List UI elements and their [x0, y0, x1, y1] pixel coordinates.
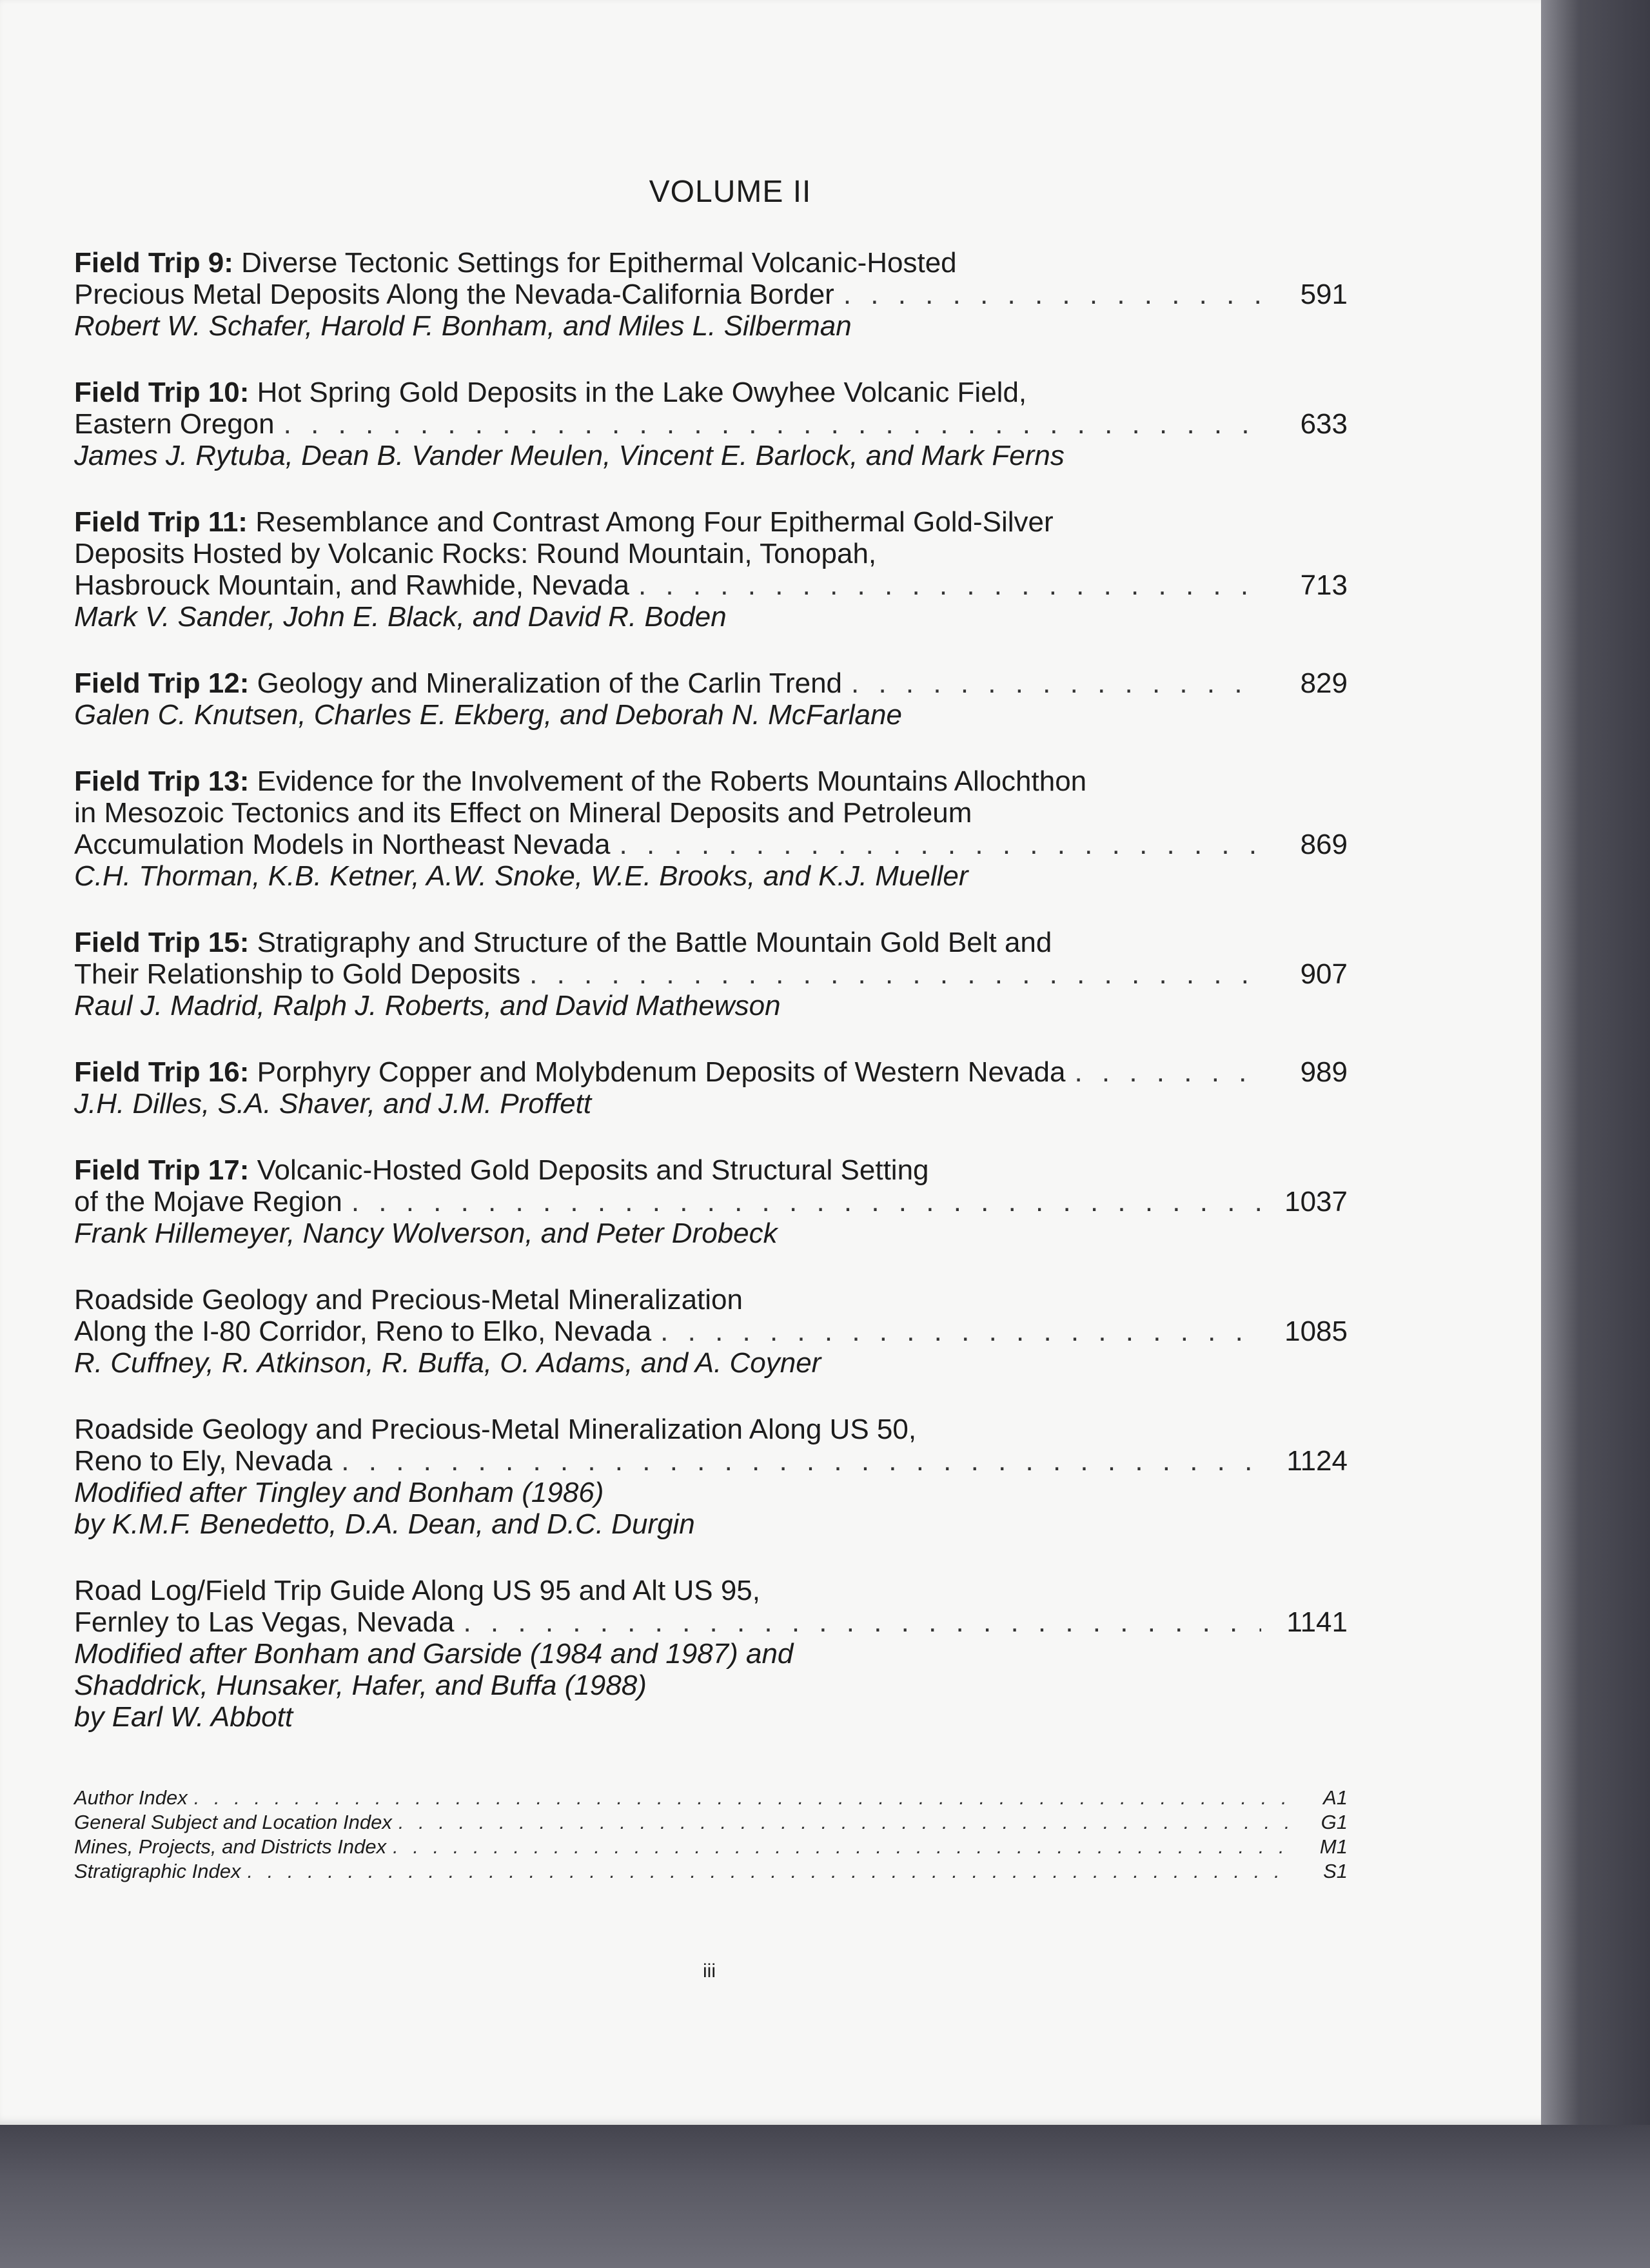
field-trip-label: Field Trip 11:: [74, 506, 248, 538]
dot-leader: [463, 1606, 1261, 1638]
dot-leader: [851, 667, 1261, 699]
dot-leader: [398, 1810, 1290, 1835]
entry-title-text: [74, 538, 876, 569]
entry-title: Fernley to Las Vegas, Nevada: [74, 1606, 455, 1638]
entry-title-line: [74, 1445, 1348, 1477]
entry-title-line: [74, 279, 1348, 310]
toc-entry: [74, 377, 1348, 471]
entry-title-text: [74, 1575, 760, 1606]
entry-title: Roadside Geology and Precious-Metal Mineralization Along US 50,: [74, 1414, 917, 1445]
entry-authors: Frank Hillemeyer, Nancy Wolverson, and Peter Drobeck: [74, 1218, 778, 1249]
entry-title-line: [74, 569, 1348, 601]
dot-leader: [393, 1835, 1290, 1859]
index-label: General Subject and Location Index: [74, 1811, 392, 1833]
entry-title-line: [74, 377, 1348, 408]
dot-leader: [341, 1445, 1261, 1477]
toc-entry: [74, 1284, 1348, 1379]
toc-entry: [74, 1575, 1348, 1733]
entry-authors: R. Cuffney, R. Atkinson, R. Buffa, O. Adams, and A. Coyner: [74, 1347, 821, 1379]
entry-authors: C.H. Thorman, K.B. Ketner, A.W. Snoke, W.E. Brooks, and K.J. Mueller: [74, 860, 968, 892]
entry-title: Diverse Tectonic Settings for Epithermal Volcanic-Hosted: [241, 247, 957, 279]
entry-title-line: [74, 958, 1348, 990]
entry-title-text: [74, 1414, 916, 1445]
field-trip-label: Field Trip 13:: [74, 765, 250, 797]
entry-title: in Mesozoic Tectonics and its Effect on Mineral Deposits and Petroleum: [74, 797, 972, 829]
field-trip-label: Field Trip 16:: [74, 1056, 250, 1088]
index-label: Author Index: [74, 1786, 188, 1809]
toc-entry: [74, 1056, 1348, 1119]
entry-title-text: [74, 1316, 651, 1347]
index-entry: [74, 1859, 1348, 1884]
dot-leader: [284, 408, 1261, 440]
entry-title: Road Log/Field Trip Guide Along US 95 and Alt US 95,: [74, 1575, 760, 1606]
entry-title-text: [74, 797, 972, 829]
entry-title-line: [74, 927, 1348, 958]
entry-authors: Galen C. Knutsen, Charles E. Ekberg, and Deborah N. McFarlane: [74, 699, 902, 731]
entry-authors: Shaddrick, Hunsaker, Hafer, and Buffa (1988): [74, 1670, 647, 1701]
entry-title: Evidence for the Involvement of the Roberts Mountains Allochthon: [257, 765, 1087, 797]
entry-title: Hasbrouck Mountain, and Rawhide, Nevada: [74, 569, 629, 601]
entry-title-text: [74, 377, 1026, 408]
entry-title-text: [74, 569, 629, 601]
entry-title: Along the I-80 Corridor, Reno to Elko, Nevada: [74, 1316, 652, 1347]
entry-title-line: [74, 1186, 1348, 1218]
entry-authors: Raul J. Madrid, Ralph J. Roberts, and David Mathewson: [74, 990, 781, 1021]
entry-title-line: [74, 538, 1348, 569]
entry-title: Precious Metal Deposits Along the Nevada-California Border: [74, 279, 834, 310]
entry-title: Accumulation Models in Northeast Nevada: [74, 829, 611, 860]
entry-authors: Modified after Bonham and Garside (1984 and 1987) and: [74, 1638, 794, 1670]
dot-leader: [194, 1786, 1290, 1810]
entry-title-text: [74, 765, 1086, 797]
entry-title-line: [74, 247, 1348, 279]
entry-title-line: [74, 408, 1348, 440]
entry-title: Resemblance and Contrast Among Four Epithermal Gold-Silver: [255, 506, 1054, 538]
dot-leader: [247, 1859, 1290, 1884]
entry-page-number: 1037: [1284, 1186, 1348, 1218]
entry-title-line: [74, 1316, 1348, 1347]
entry-page-number: 713: [1300, 569, 1348, 601]
entry-authors: by Earl W. Abbott: [74, 1701, 293, 1733]
toc-entries: [74, 247, 1348, 1733]
entry-page-number: 907: [1300, 958, 1348, 990]
entry-title-line: [74, 1414, 1348, 1445]
entry-title-text: [74, 279, 834, 310]
entry-title-line: [74, 765, 1348, 797]
dot-leader: [660, 1316, 1261, 1347]
page-number: iii: [703, 1960, 716, 1982]
index-page: A1: [1323, 1786, 1348, 1809]
entry-authors: J.H. Dilles, S.A. Shaver, and J.M. Proffett: [74, 1088, 592, 1119]
index-page: G1: [1321, 1811, 1348, 1833]
field-trip-label: Field Trip 17:: [74, 1154, 250, 1186]
dot-leader: [620, 829, 1261, 860]
entry-page-number: 989: [1300, 1056, 1348, 1088]
entry-page-number: 1085: [1284, 1316, 1348, 1347]
toc-entry: [74, 506, 1348, 633]
entry-title-text: [74, 1154, 929, 1186]
entry-page-number: 1124: [1286, 1445, 1348, 1477]
index-label: Mines, Projects, and Districts Index: [74, 1835, 387, 1858]
entry-authors: by K.M.F. Benedetto, D.A. Dean, and D.C. Durgin: [74, 1508, 695, 1540]
entry-page-number: 1141: [1286, 1606, 1348, 1638]
entry-title: Porphyry Copper and Molybdenum Deposits of Western Nevada: [257, 1056, 1066, 1088]
book-spine-shadow: [1541, 0, 1650, 2268]
index-entry: [74, 1835, 1348, 1859]
entry-title-text: [74, 1606, 454, 1638]
entry-title-line: [74, 506, 1348, 538]
toc-entry: [74, 667, 1348, 731]
entry-title: Hot Spring Gold Deposits in the Lake Owyhee Volcanic Field,: [257, 377, 1027, 408]
index-page: S1: [1323, 1860, 1348, 1882]
entry-title-text: [74, 408, 275, 440]
entry-title: Their Relationship to Gold Deposits: [74, 958, 521, 990]
entry-title-text: [74, 1056, 1065, 1088]
dot-leader: [529, 958, 1261, 990]
dot-leader: [351, 1186, 1261, 1218]
toc-entry: [74, 927, 1348, 1021]
field-trip-label: Field Trip 12:: [74, 667, 250, 699]
entry-title: Deposits Hosted by Volcanic Rocks: Round Mountain, Tonopah,: [74, 538, 877, 569]
toc-entry: [74, 765, 1348, 892]
toc-entry: [74, 247, 1348, 342]
entry-title: Stratigraphy and Structure of the Battle Mountain Gold Belt and: [257, 927, 1052, 958]
field-trip-label: Field Trip 9:: [74, 247, 233, 279]
entry-title-line: [74, 1056, 1348, 1088]
entry-title: Reno to Ely, Nevada: [74, 1445, 333, 1477]
entry-page-number: 591: [1300, 279, 1348, 310]
entry-title-line: [74, 829, 1348, 860]
index-page: M1: [1319, 1835, 1348, 1858]
entry-title-text: [74, 247, 957, 279]
entry-title-line: [74, 1606, 1348, 1638]
index-entry: [74, 1786, 1348, 1810]
entry-authors: Modified after Tingley and Bonham (1986): [74, 1477, 604, 1508]
toc-entry: [74, 1154, 1348, 1249]
entry-title-line: [74, 1154, 1348, 1186]
index-label: Stratigraphic Index: [74, 1860, 241, 1882]
scanner-background: [0, 2125, 1650, 2268]
entry-authors: Mark V. Sander, John E. Black, and David R. Boden: [74, 601, 727, 633]
entry-title-text: [74, 1445, 332, 1477]
entry-title: Geology and Mineralization of the Carlin Trend: [257, 667, 843, 699]
dot-leader: [843, 279, 1261, 310]
entry-title-text: [74, 667, 842, 699]
entry-title-line: [74, 797, 1348, 829]
entry-title-line: [74, 1284, 1348, 1316]
toc-entry: [74, 1414, 1348, 1540]
entry-page-number: 869: [1300, 829, 1348, 860]
entry-authors: Robert W. Schafer, Harold F. Bonham, and Miles L. Silberman: [74, 310, 852, 342]
field-trip-label: Field Trip 15:: [74, 927, 250, 958]
entry-title-line: [74, 667, 1348, 699]
entry-title: of the Mojave Region: [74, 1186, 342, 1218]
entry-title-text: [74, 958, 520, 990]
entry-title-line: [74, 1575, 1348, 1606]
dot-leader: [638, 569, 1261, 601]
entry-title: Roadside Geology and Precious-Metal Mineralization: [74, 1284, 743, 1316]
dot-leader: [1074, 1056, 1261, 1088]
entry-title-text: [74, 1284, 743, 1316]
index-entry: [74, 1810, 1348, 1835]
entry-title-text: [74, 927, 1052, 958]
entry-title-text: [74, 506, 1054, 538]
table-of-contents: [74, 174, 1348, 1884]
volume-title: VOLUME II: [649, 175, 812, 209]
field-trip-label: Field Trip 10:: [74, 377, 250, 408]
entry-title-text: [74, 829, 611, 860]
entry-title: Volcanic-Hosted Gold Deposits and Structural Setting: [257, 1154, 929, 1186]
entry-authors: James J. Rytuba, Dean B. Vander Meulen, Vincent E. Barlock, and Mark Ferns: [74, 440, 1065, 471]
entry-title: Eastern Oregon: [74, 408, 275, 440]
entry-title-text: [74, 1186, 342, 1218]
entry-page-number: 633: [1300, 408, 1348, 440]
entry-page-number: 829: [1300, 667, 1348, 699]
index-list: [74, 1786, 1348, 1884]
